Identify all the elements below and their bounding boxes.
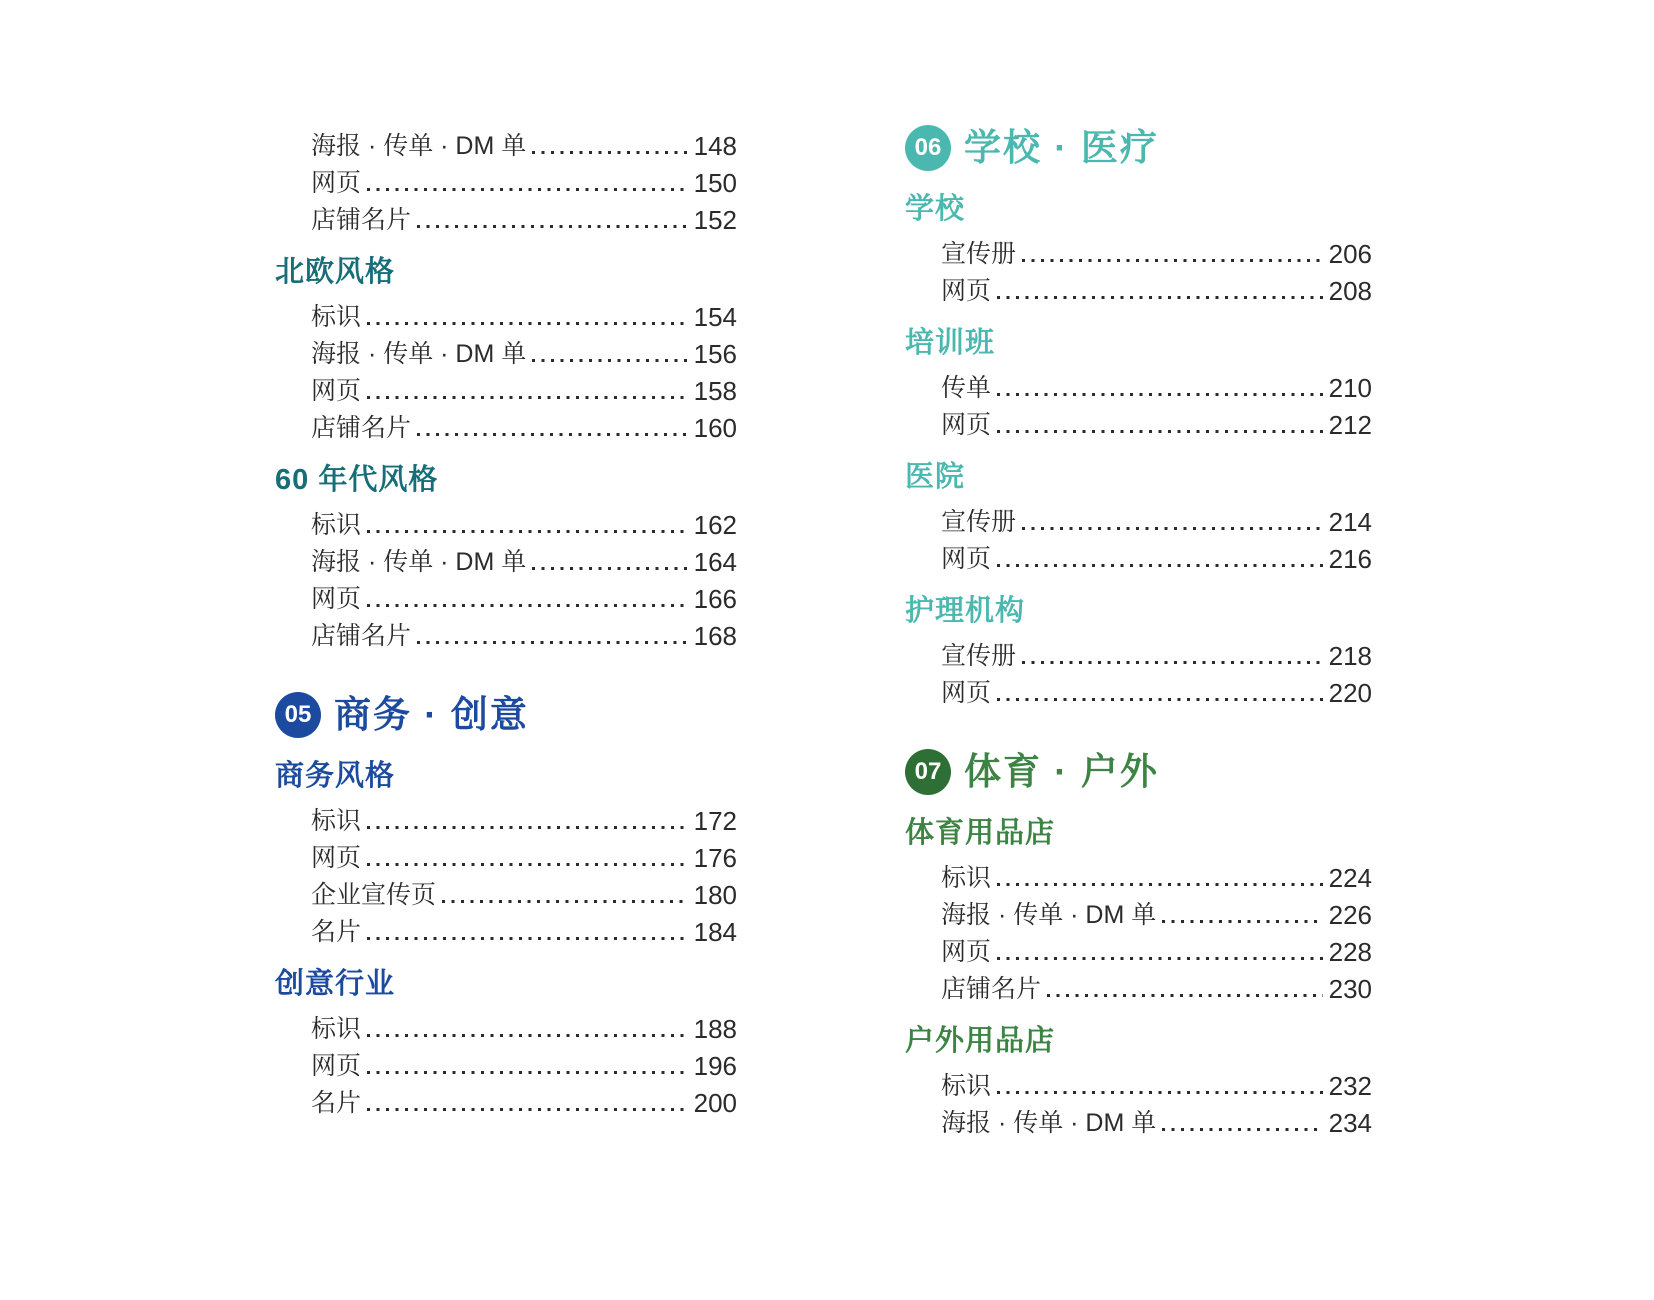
toc-entry — [905, 893, 1372, 930]
toc-entry — [905, 500, 1372, 537]
entry-page-number: 150 — [693, 168, 737, 199]
entry-label: 标识 — [311, 1015, 362, 1044]
entry-page-number: 164 — [693, 547, 737, 578]
dot-leader — [532, 359, 687, 362]
entry-label: 店铺名片 — [941, 975, 1042, 1004]
entry-page-number: 212 — [1328, 410, 1372, 441]
entry-page-number: 200 — [693, 1088, 737, 1119]
dot-leader — [997, 698, 1323, 701]
toc-entry — [275, 799, 737, 836]
dot-leader — [442, 900, 688, 903]
entry-label: 标识 — [941, 864, 992, 893]
subheading: 商务风格 — [275, 760, 396, 792]
dot-leader — [997, 957, 1323, 960]
toc-entry — [275, 198, 737, 235]
subheading: 北欧风格 — [275, 256, 396, 288]
entry-label: 网页 — [941, 277, 992, 306]
toc-entry — [905, 537, 1372, 574]
entry-list — [905, 1064, 1372, 1138]
toc-entry — [275, 540, 737, 577]
entry-page-number: 224 — [1328, 863, 1372, 894]
dot-leader — [367, 863, 688, 866]
subheading: 体育用品店 — [905, 817, 1056, 849]
dot-leader — [367, 1108, 688, 1111]
section-title: 体育 · 户外 — [964, 750, 1159, 792]
section-heading — [905, 124, 1372, 172]
section-number-badge: 07 — [905, 749, 951, 795]
entry-label: 海报 · 传单 · DM 单 — [311, 132, 527, 161]
entry-list — [275, 503, 737, 651]
entry-label: 网页 — [941, 938, 992, 967]
toc-entry — [275, 836, 737, 873]
dot-leader — [997, 1091, 1323, 1094]
entry-label: 网页 — [311, 169, 362, 198]
subheading: 培训班 — [905, 327, 996, 359]
dot-leader — [417, 433, 688, 436]
entry-page-number: 184 — [693, 917, 737, 948]
toc-entry — [275, 503, 737, 540]
section-number-badge: 05 — [275, 692, 321, 738]
entry-label: 标识 — [311, 303, 362, 332]
dot-leader — [417, 225, 688, 228]
entry-page-number: 168 — [693, 621, 737, 652]
dot-leader — [532, 567, 687, 570]
entry-label: 宣传册 — [941, 642, 1017, 671]
toc-entry — [905, 671, 1372, 708]
section-title: 商务 · 创意 — [334, 693, 529, 735]
subheading: 60 年代风格 — [275, 464, 439, 496]
entry-page-number: 176 — [693, 843, 737, 874]
entry-label: 海报 · 传单 · DM 单 — [941, 1109, 1157, 1138]
entry-label: 店铺名片 — [311, 414, 412, 443]
dot-leader — [367, 188, 688, 191]
toc-entry — [905, 856, 1372, 893]
dot-leader — [367, 1034, 688, 1037]
toc-entry — [275, 161, 737, 198]
toc-entry — [905, 1064, 1372, 1101]
dot-leader — [367, 937, 688, 940]
entry-page-number: 218 — [1328, 641, 1372, 672]
subheading: 创意行业 — [275, 968, 396, 1000]
entry-page-number: 196 — [693, 1051, 737, 1082]
dot-leader — [997, 296, 1323, 299]
entry-page-number: 214 — [1328, 507, 1372, 538]
toc-entry — [275, 332, 737, 369]
entry-label: 标识 — [311, 807, 362, 836]
entry-label: 网页 — [311, 1052, 362, 1081]
entry-label: 海报 · 传单 · DM 单 — [311, 340, 527, 369]
entry-label: 网页 — [311, 585, 362, 614]
entry-label: 宣传册 — [941, 240, 1017, 269]
toc-entry — [275, 406, 737, 443]
dot-leader — [367, 826, 688, 829]
entry-label: 网页 — [941, 679, 992, 708]
entry-page-number: 206 — [1328, 239, 1372, 270]
entry-list — [275, 295, 737, 443]
entry-page-number: 160 — [693, 413, 737, 444]
dot-leader — [997, 393, 1323, 396]
entry-list — [905, 366, 1372, 440]
dot-leader — [367, 1071, 688, 1074]
entry-page-number: 226 — [1328, 900, 1372, 931]
dot-leader — [1162, 920, 1322, 923]
toc-entry — [905, 930, 1372, 967]
entry-page-number: 232 — [1328, 1071, 1372, 1102]
entry-label: 名片 — [311, 1089, 362, 1118]
dot-leader — [367, 322, 688, 325]
toc-entry — [275, 577, 737, 614]
toc-entry — [905, 1101, 1372, 1138]
toc-entry — [275, 1007, 737, 1044]
entry-page-number: 172 — [693, 806, 737, 837]
dot-leader — [1022, 527, 1323, 530]
toc-entry — [905, 403, 1372, 440]
toc-entry — [275, 1044, 737, 1081]
entry-page-number: 234 — [1328, 1108, 1372, 1139]
entry-list — [275, 124, 737, 235]
dot-leader — [532, 151, 687, 154]
entry-label: 海报 · 传单 · DM 单 — [311, 548, 527, 577]
subheading: 护理机构 — [905, 595, 1026, 627]
entry-label: 海报 · 传单 · DM 单 — [941, 901, 1157, 930]
entry-list — [905, 232, 1372, 306]
entry-label: 宣传册 — [941, 508, 1017, 537]
entry-page-number: 148 — [693, 131, 737, 162]
entry-page-number: 156 — [693, 339, 737, 370]
subheading: 学校 — [905, 193, 966, 225]
toc-entry — [905, 967, 1372, 1004]
entry-page-number: 158 — [693, 376, 737, 407]
toc-column-right — [905, 124, 1372, 1138]
subheading: 户外用品店 — [905, 1025, 1056, 1057]
entry-page-number: 208 — [1328, 276, 1372, 307]
entry-label: 网页 — [311, 377, 362, 406]
entry-page-number: 152 — [693, 205, 737, 236]
toc-entry — [275, 124, 737, 161]
toc-entry — [905, 232, 1372, 269]
entry-page-number: 154 — [693, 302, 737, 333]
entry-page-number: 220 — [1328, 678, 1372, 709]
toc-entry — [275, 873, 737, 910]
toc-entry — [275, 369, 737, 406]
dot-leader — [367, 530, 688, 533]
toc-entry — [275, 295, 737, 332]
entry-page-number: 188 — [693, 1014, 737, 1045]
dot-leader — [1047, 994, 1323, 997]
section-number-badge: 06 — [905, 125, 951, 171]
dot-leader — [997, 430, 1323, 433]
subheading: 医院 — [905, 461, 966, 493]
toc-entry — [275, 614, 737, 651]
dot-leader — [997, 564, 1323, 567]
entry-label: 标识 — [311, 511, 362, 540]
dot-leader — [367, 604, 688, 607]
entry-page-number: 162 — [693, 510, 737, 541]
entry-list — [275, 799, 737, 947]
entry-label: 传单 — [941, 374, 992, 403]
entry-label: 网页 — [941, 545, 992, 574]
entry-page-number: 180 — [693, 880, 737, 911]
section-title: 学校 · 医疗 — [964, 126, 1159, 168]
toc-column-left — [275, 124, 737, 1118]
dot-leader — [417, 641, 688, 644]
entry-label: 标识 — [941, 1072, 992, 1101]
toc-entry — [275, 910, 737, 947]
entry-page-number: 216 — [1328, 544, 1372, 575]
entry-label: 网页 — [941, 411, 992, 440]
entry-label: 企业宣传页 — [311, 881, 437, 910]
dot-leader — [1022, 259, 1323, 262]
section-heading — [275, 691, 737, 739]
entry-list — [905, 856, 1372, 1004]
entry-label: 网页 — [311, 844, 362, 873]
entry-page-number: 228 — [1328, 937, 1372, 968]
dot-leader — [1162, 1128, 1322, 1131]
dot-leader — [367, 396, 688, 399]
entry-list — [905, 634, 1372, 708]
dot-leader — [1022, 661, 1323, 664]
entry-label: 名片 — [311, 918, 362, 947]
entry-page-number: 210 — [1328, 373, 1372, 404]
toc-entry — [905, 366, 1372, 403]
entry-list — [275, 1007, 737, 1118]
dot-leader — [997, 883, 1323, 886]
toc-entry — [275, 1081, 737, 1118]
toc-entry — [905, 269, 1372, 306]
entry-label: 店铺名片 — [311, 206, 412, 235]
entry-page-number: 230 — [1328, 974, 1372, 1005]
section-heading — [905, 748, 1372, 796]
entry-list — [905, 500, 1372, 574]
toc-entry — [905, 634, 1372, 671]
entry-label: 店铺名片 — [311, 622, 412, 651]
entry-page-number: 166 — [693, 584, 737, 615]
